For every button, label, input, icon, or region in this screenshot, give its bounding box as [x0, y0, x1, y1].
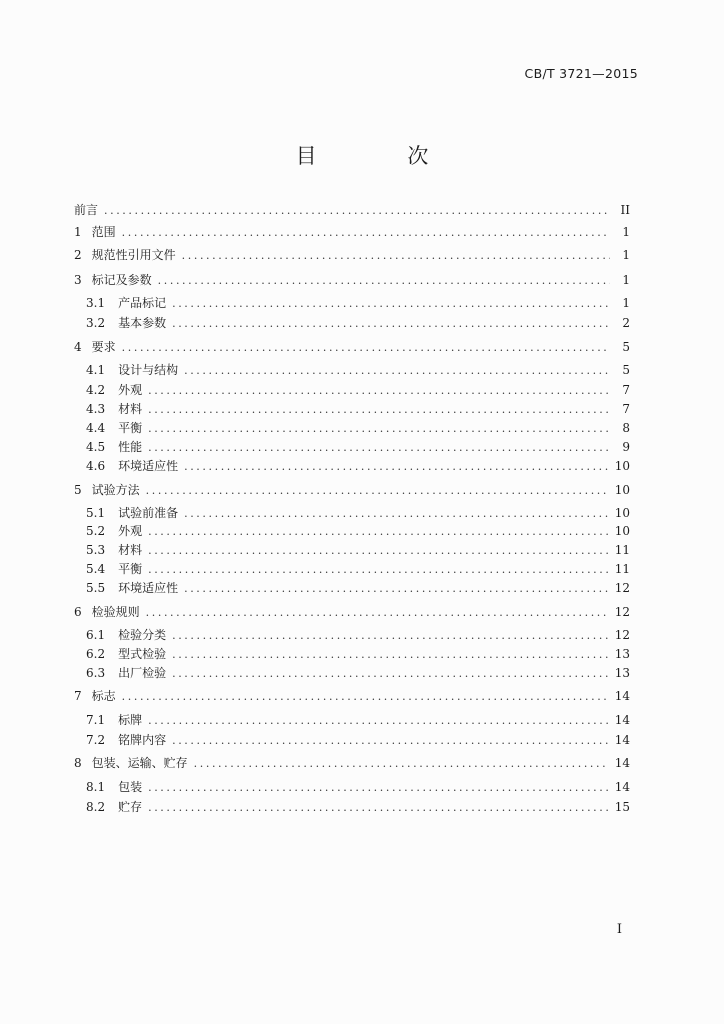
toc-dot-leader	[172, 314, 610, 334]
toc-entry-number: 2	[74, 248, 82, 262]
toc-dot-leader	[184, 361, 610, 381]
toc-dot-leader	[122, 687, 609, 707]
toc-subentry[interactable]	[86, 399, 630, 419]
toc-subentry[interactable]	[86, 540, 630, 560]
toc-entry-page: 7	[622, 402, 630, 416]
toc-entry-number: 6.1	[86, 628, 106, 642]
toc-entry-page: 1	[622, 248, 630, 262]
toc-entry[interactable]	[74, 337, 630, 357]
toc-entry-number: 4.4	[86, 421, 106, 435]
toc-dot-leader	[148, 522, 609, 542]
toc-entry-title: 标志	[91, 689, 116, 703]
toc-dot-leader	[148, 438, 610, 458]
toc-entry-page: 14	[614, 756, 630, 770]
toc-entry-page: 8	[622, 421, 630, 435]
toc-entry-page: 5	[622, 363, 630, 377]
toc-entry-page: 10	[614, 506, 630, 520]
standard-code: CB/T 3721—2015	[524, 66, 638, 81]
toc-entry-number: 6.2	[86, 647, 106, 661]
toc-subentry[interactable]	[86, 437, 630, 457]
toc-entry-page: 1	[622, 225, 630, 239]
toc-entry-number: 4	[74, 340, 82, 354]
toc-subentry[interactable]	[86, 313, 630, 333]
toc-entry-title: 包装	[118, 780, 143, 794]
toc-entry-title: 型式检验	[118, 647, 167, 661]
toc-entry-page: 13	[614, 666, 630, 680]
toc-entry-page: 11	[614, 562, 630, 576]
toc-dot-leader	[122, 338, 610, 358]
toc-entry-title: 外观	[118, 383, 143, 397]
toc-entry-title: 规范性引用文件	[91, 248, 176, 262]
toc-dot-leader	[182, 246, 610, 266]
toc-dot-leader	[146, 603, 609, 623]
toc-entry[interactable]	[74, 270, 630, 290]
toc-entry-title: 包装、运输、贮存	[91, 756, 188, 770]
toc-entry-number: 3.1	[86, 296, 106, 310]
toc-entry-page: 10	[614, 483, 630, 497]
toc-entry-number: 8.2	[86, 800, 106, 814]
toc-entry-number: 6	[74, 605, 82, 619]
toc-subentry[interactable]	[86, 380, 630, 400]
toc-entry-page: 2	[622, 316, 630, 330]
toc-entry-number: 3.2	[86, 316, 106, 330]
page-title: 目 次	[295, 144, 471, 168]
toc-entry-title: 检验分类	[118, 628, 167, 642]
toc-entry-title: 设计与结构	[118, 363, 179, 377]
toc-entry[interactable]	[74, 222, 630, 242]
toc-entry-title: 环境适应性	[118, 459, 179, 473]
toc-entry-number: 5.5	[86, 581, 106, 595]
toc-entry-page: 7	[622, 383, 630, 397]
toc-entry-number: 4.2	[86, 383, 106, 397]
toc-entry-number: 5.3	[86, 543, 106, 557]
toc-entry-title: 标记及参数	[91, 273, 152, 287]
toc-subentry[interactable]	[86, 797, 630, 817]
toc-entry-title: 试验前准备	[118, 506, 179, 520]
toc-subentry[interactable]	[86, 777, 630, 797]
toc-dot-leader	[172, 731, 609, 751]
toc-entry[interactable]	[74, 686, 630, 706]
toc-dot-leader	[148, 419, 610, 439]
toc-entry-title: 前言	[74, 203, 99, 217]
toc-entry-page: 10	[614, 459, 630, 473]
toc-entry-page: 13	[614, 647, 630, 661]
toc-entry-number: 5.2	[86, 524, 106, 538]
toc-dot-leader	[172, 626, 609, 646]
toc-entry-number: 7.2	[86, 733, 106, 747]
toc-dot-leader	[172, 294, 610, 314]
toc-entry-title: 标牌	[118, 713, 143, 727]
toc-entry-number: 4.6	[86, 459, 106, 473]
toc-entry-foreword[interactable]	[74, 200, 630, 220]
toc-dot-leader	[172, 645, 609, 665]
toc-dot-leader	[148, 711, 609, 731]
toc-entry[interactable]	[74, 480, 630, 500]
toc-entry-title: 平衡	[118, 562, 143, 576]
toc-entry-page: 14	[614, 780, 630, 794]
toc-entry-page: 5	[622, 340, 630, 354]
toc-dot-leader	[148, 560, 609, 580]
toc-subentry[interactable]	[86, 360, 630, 380]
toc-subentry[interactable]	[86, 663, 630, 683]
toc-entry-title: 检验规则	[91, 605, 140, 619]
toc-entry-title: 材料	[118, 543, 143, 557]
toc-dot-leader	[172, 664, 609, 684]
toc-entry-title: 性能	[118, 440, 143, 454]
toc-entry-number: 5.1	[86, 506, 106, 520]
toc-dot-leader	[184, 579, 609, 599]
toc-entry-number: 7	[74, 689, 82, 703]
toc-dot-leader	[148, 381, 610, 401]
toc-entry-number: 8.1	[86, 780, 106, 794]
toc-dot-leader	[148, 798, 609, 818]
toc-entry-title: 基本参数	[118, 316, 167, 330]
toc-entry-title: 材料	[118, 402, 143, 416]
toc-dot-leader	[148, 778, 609, 798]
toc-subentry[interactable]	[86, 503, 630, 523]
toc-dot-leader	[158, 271, 610, 291]
toc-entry-page: II	[620, 203, 630, 217]
toc-entry-title: 平衡	[118, 421, 143, 435]
toc-entry[interactable]	[74, 602, 630, 622]
toc-entry-title: 环境适应性	[118, 581, 179, 595]
toc-entry-page: 10	[614, 524, 630, 538]
toc-subentry[interactable]	[86, 710, 630, 730]
toc-dot-leader	[148, 541, 609, 561]
toc-entry-page: 14	[614, 733, 630, 747]
toc-entry-page: 12	[614, 581, 630, 595]
toc-entry-page: 14	[614, 689, 630, 703]
toc-entry-title: 外观	[118, 524, 143, 538]
toc-dot-leader	[148, 400, 610, 420]
toc-entry-page: 12	[614, 628, 630, 642]
toc-entry-title: 范围	[91, 225, 116, 239]
toc-entry-title: 产品标记	[118, 296, 167, 310]
toc-entry[interactable]	[74, 753, 630, 773]
toc-entry-page: 15	[614, 800, 630, 814]
toc-entry-number: 8	[74, 756, 82, 770]
toc-entry-number: 6.3	[86, 666, 106, 680]
toc-subentry[interactable]	[86, 644, 630, 664]
toc-entry-page: 12	[614, 605, 630, 619]
toc-entry-title: 出厂检验	[118, 666, 167, 680]
toc-entry-title: 要求	[91, 340, 116, 354]
toc-dot-leader	[146, 481, 609, 501]
toc-dot-leader	[122, 223, 610, 243]
page-number: I	[616, 922, 622, 937]
toc-entry-number: 5.4	[86, 562, 106, 576]
toc-dot-leader	[184, 457, 609, 477]
toc-entry-title: 铭牌内容	[118, 733, 167, 747]
toc-entry-number: 5	[74, 483, 82, 497]
toc-subentry[interactable]	[86, 559, 630, 579]
toc-entry-number: 1	[74, 225, 82, 239]
toc-subentry[interactable]	[86, 418, 630, 438]
toc-dot-leader	[104, 201, 610, 221]
toc-entry-number: 4.5	[86, 440, 106, 454]
toc-entry-page: 14	[614, 713, 630, 727]
toc-subentry[interactable]	[86, 625, 630, 645]
toc-entry-title: 试验方法	[91, 483, 140, 497]
toc-subentry[interactable]	[86, 730, 630, 750]
toc-entry-number: 4.3	[86, 402, 106, 416]
toc-subentry[interactable]	[86, 456, 630, 476]
toc-subentry[interactable]	[86, 578, 630, 598]
toc-entry[interactable]	[74, 245, 630, 265]
toc-entry-page: 1	[622, 296, 630, 310]
toc-subentry[interactable]	[86, 293, 630, 313]
toc-entry-page: 1	[622, 273, 630, 287]
toc-entry-title: 贮存	[118, 800, 143, 814]
toc-subentry[interactable]	[86, 521, 630, 541]
toc-entry-number: 4.1	[86, 363, 106, 377]
toc-entry-page: 11	[614, 543, 630, 557]
toc-entry-number: 7.1	[86, 713, 106, 727]
toc-entry-number: 3	[74, 273, 82, 287]
toc-dot-leader	[194, 754, 609, 774]
toc-entry-page: 9	[622, 440, 630, 454]
